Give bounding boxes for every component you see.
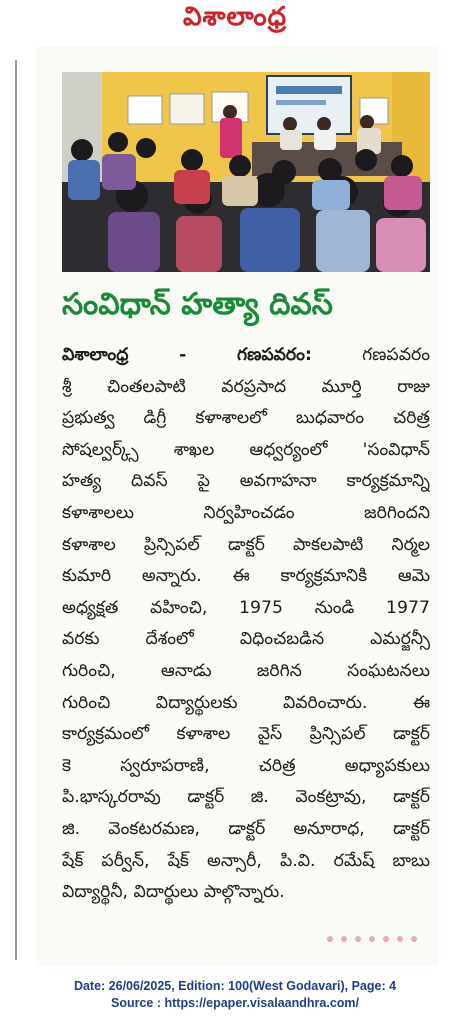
- article-line: [62, 340, 430, 372]
- article-line: కళాశాల ప్రిన్సిపల్ డాక్టర్ పాకలపాటి నిర్మల: [62, 534, 430, 555]
- article-line-text: గణపవరం: [362, 345, 430, 365]
- event-photo: [62, 72, 430, 272]
- edition-info: Date: 26/06/2025, Edition: 100(West Godavari), Page: 4: [73, 979, 397, 993]
- clipping-border: [15, 60, 17, 960]
- article-line: ప్రభుత్వ డిగ్రీ కళాశాలలో బుధవారం చరిత్ర: [62, 408, 430, 429]
- article-line: కుమారి అన్నారు. ఈ కార్యక్రమానికి ఆమె: [62, 566, 430, 587]
- masthead-logo: విశాలాంధ్ర: [183, 2, 287, 32]
- article-line: గురించి, ఆనాడు జరిగిన సంఘటనలు: [62, 660, 430, 681]
- article-line: షేక్ పర్వీన్, షేక్ అన్సారీ, పి.వి. రమేష్ బాబు: [62, 850, 430, 871]
- article-line: కళాశాలలు నిర్వహించడం జరిగిందని: [62, 502, 430, 523]
- article-line: అధ్యక్షత వహించి, 1975 నుండి 1977: [62, 597, 430, 618]
- dateline: విశాలాంధ్ర - గణపవరం:: [62, 345, 312, 365]
- article-headline: సంవిధాన్ హత్యా దివస్: [62, 287, 333, 322]
- article-line: విద్యార్థినీ, విదార్థులు పాల్గొన్నారు.: [62, 882, 285, 903]
- article-line: వరకు దేశంలో విధించబడిన ఎమర్జన్సీ: [62, 629, 430, 650]
- source-footer: [0, 978, 470, 1012]
- article-line: కార్యక్రమంలో కళాశాల వైస్ ప్రిన్సిపల్ డాక్టర్: [62, 724, 430, 745]
- article-line: హత్య దివస్ పై అవగాహనా కార్యక్రమాన్ని: [62, 471, 430, 492]
- article-line: జి. వెంకటరమణ, డాక్టర్ అనూరాధ, డాక్టర్: [62, 818, 430, 839]
- article-body: [62, 340, 430, 909]
- article-line: కె స్వరూపరాణి, చరిత్ర అధ్యాపకులు: [62, 755, 430, 776]
- ornament-divider: [320, 932, 430, 946]
- article-line: పి.భాస్కరరావు డాక్టర్ జి. వెంకట్రావు, డాక్టర్: [62, 787, 430, 808]
- article-line: శ్రీ చింతలపాటి వరప్రసాద మూర్తి రాజు: [62, 376, 430, 397]
- article-line: సోషల్వర్క్స్ శాఖల ఆధ్వర్యంలో 'సంవిధాన్: [62, 439, 430, 460]
- article-line: గురించి విద్యార్థులకు వివరించారు. ఈ: [62, 692, 430, 713]
- source-link[interactable]: Source : https://epaper.visalaandhra.com/: [111, 996, 359, 1010]
